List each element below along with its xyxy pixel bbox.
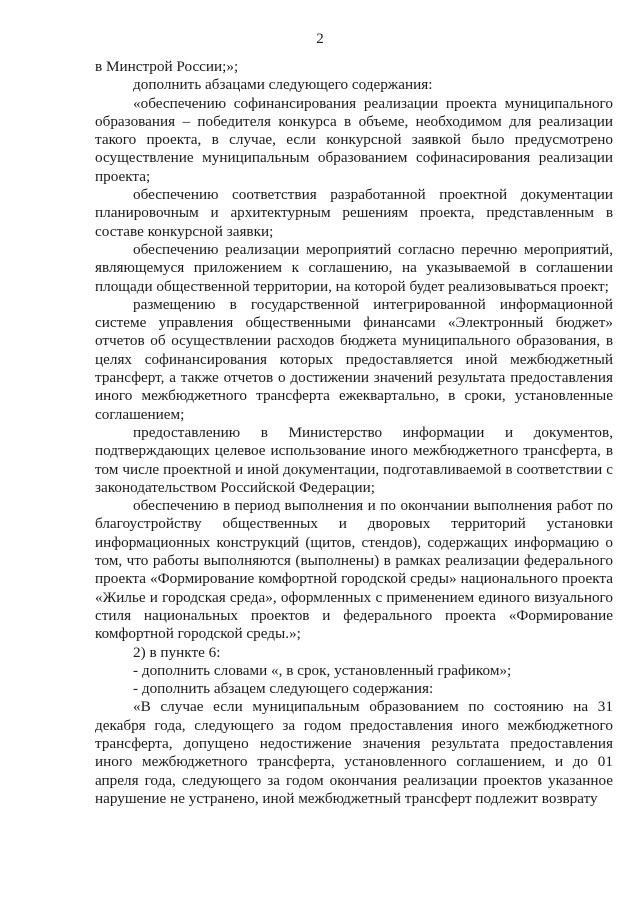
paragraph: обеспечению в период выполнения и по окончании выполнения работ по благоустройству общественных и дворовых территорий установки информационных конструкций (щитов, стендов), содержащих информацию о том, что работы выполняются (выполнены) в рамках реализации федерального проекта «Формирование комфортной городской среды» национального проекта «Жилье и городская среда», оформленных с применением единого визуального стиля национальных проектов и федерального проекта «Формирование комфортной городской среды.»; bbox=[95, 497, 613, 643]
document-body bbox=[95, 58, 613, 808]
paragraph: «обеспечению софинансирования реализации проекта муниципального образования – победителя конкурса в объеме, необходимом для реализации такого проекта, в случае, если конкурсной заявкой было предусмотрено осуществление муниципальным образованием софинасирования реализации проекта; bbox=[95, 94, 613, 185]
paragraph: обеспечению соответствия разработанной проектной документации планировочным и архитектурным решениям проекта, представленным в составе конкурсной заявки; bbox=[95, 186, 613, 240]
paragraph: обеспечению реализации мероприятий согласно перечню мероприятий, являющемуся приложением к соглашению, на указываемой в соглашении площади общественной территории, на которой будет реализовываться проект; bbox=[95, 240, 613, 295]
page-number: 2 bbox=[316, 31, 324, 47]
paragraph: предоставлению в Министерство информации и документов, подтверждающих целевое использование иного межбюджетного трансферта, в том числе проектной и иной документации, подготавливаемой в соответствии с законодательством Российской Федерации; bbox=[95, 423, 613, 496]
paragraph: - дополнить абзацем следующего содержания: bbox=[133, 680, 434, 698]
paragraph: - дополнить словами «, в срок, установленный графиком»; bbox=[133, 661, 512, 679]
paragraph: «В случае если муниципальным образованием по состоянию на 31 декабря года, следующего за годом предоставления иного межбюджетного трансферта, допущено недостижение значения результата предоставления иного межбюджетного трансферта, установленного соглашением, и до 01 апреля года, следующего за годом окончания реализации проектов указанное нарушение не устранено, иной межбюджетный трансферт подлежит возврату bbox=[95, 698, 613, 807]
paragraph: 2) в пункте 6: bbox=[133, 643, 221, 661]
paragraph: в Минстрой России;»; bbox=[95, 58, 239, 75]
paragraph: размещению в государственной интегрированной информационной системе управления общественными финансами «Электронный бюджет» отчетов об осуществлении расходов бюджета муниципального образования, в целях софинансирования которых предоставляется иной межбюджетный трансферт, а также отчетов о достижении значений результата предоставления иного межбюджетного трансферта ежеквартально, в сроки, установленные соглашением; bbox=[95, 295, 613, 423]
paragraph: дополнить абзацами следующего содержания: bbox=[133, 76, 433, 94]
